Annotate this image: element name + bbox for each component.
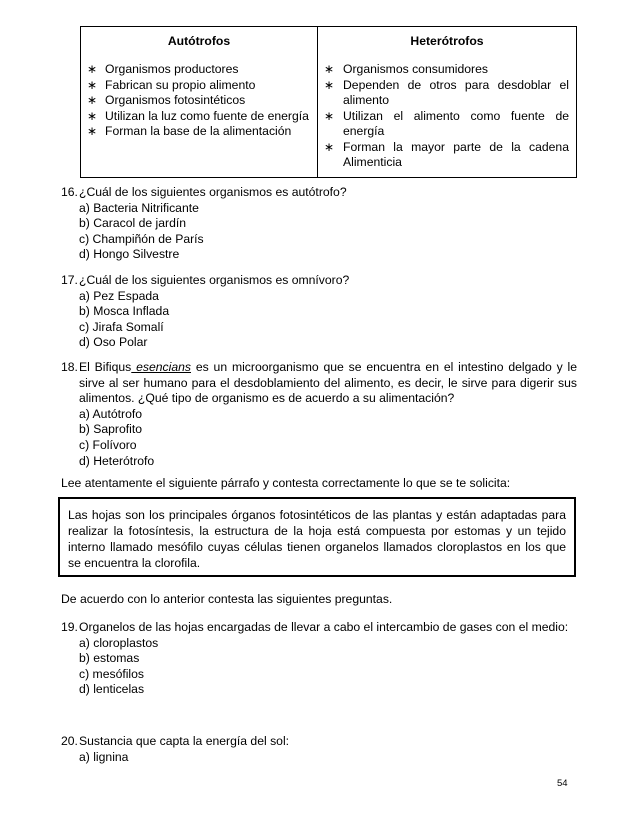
asterisk-bullet-icon: ∗ — [324, 108, 335, 123]
question-20 — [61, 734, 577, 765]
list-item: ∗ Utilizan la luz como fuente de energía — [87, 108, 309, 123]
options-list — [79, 407, 577, 469]
species-name: esencians — [131, 360, 191, 374]
option-d: d) Hongo Silvestre — [79, 247, 180, 262]
option-d: d) Heterótrofo — [79, 453, 155, 468]
question-stem: El Bifiqus esencians es un microorganismo que se encuentra en el intestino delgado y le sirve al ser humano para el desdoblamiento del alimento, es decir, le sirve para digerir sus alimentos. ¿Qué tipo de organismo es de acuerdo a su alimentación? — [79, 360, 578, 406]
question-stem: Organelos de las hojas encargadas de llevar a cabo el intercambio de gases con el medio: — [79, 620, 569, 634]
options-list — [79, 289, 577, 351]
autotrofos-list — [81, 62, 317, 140]
heterotrofos-column — [318, 27, 577, 178]
list-item: ∗ Organismos fotosintéticos — [87, 93, 246, 107]
asterisk-bullet-icon: ∗ — [87, 93, 98, 107]
option-c: c) Folívoro — [79, 437, 137, 452]
options-list — [79, 636, 577, 698]
question-19 — [61, 620, 577, 698]
question-number: 18. — [61, 360, 78, 374]
options-list — [79, 201, 577, 263]
list-item: ∗ Dependen de otros para desdoblar el alimento — [324, 77, 569, 107]
comparison-table — [80, 26, 577, 178]
option-a: a) cloroplastos — [79, 635, 159, 650]
question-18 — [61, 360, 577, 469]
list-item: ∗ Organismos productores — [87, 62, 239, 76]
asterisk-bullet-icon: ∗ — [324, 62, 335, 76]
reading-passage-box: Las hojas son los principales órganos fotosintéticos de las plantas y están adaptadas para realizar la fotosíntesis, la estructura de la hoja está compuesta por estomas y un tejido interno llamado mesófilo cuyas células tienen organelos llamados cloroplastos en los que se encuentra la clorofila. — [58, 497, 576, 577]
option-d: d) Oso Polar — [79, 335, 148, 350]
asterisk-bullet-icon: ∗ — [87, 108, 98, 123]
followup-text: De acuerdo con lo anterior contesta las siguientes preguntas. — [61, 592, 393, 606]
autotrofos-header: Autótrofos — [167, 34, 231, 48]
question-number: 16. — [61, 185, 78, 199]
autotrofos-column — [81, 27, 318, 178]
option-c: c) Champiñón de París — [79, 231, 204, 246]
asterisk-bullet-icon: ∗ — [324, 77, 335, 92]
question-16 — [61, 185, 577, 263]
option-b: b) Caracol de jardín — [79, 216, 187, 231]
heterotrofos-list — [318, 62, 576, 171]
instruction-text: Lee atentamente el siguiente párrafo y contesta correctamente lo que se te solicita: — [61, 476, 511, 490]
question-number: 19. — [61, 620, 78, 634]
asterisk-bullet-icon: ∗ — [87, 124, 98, 138]
heterotrofos-header: Heterótrofos — [410, 34, 484, 48]
list-item: ∗ Organismos consumidores — [324, 62, 488, 76]
list-item: ∗ Forman la base de la alimentación — [87, 124, 292, 138]
option-a: a) lignina — [79, 749, 129, 764]
option-a: a) Pez Espada — [79, 288, 159, 303]
option-b: b) estomas — [79, 651, 140, 666]
option-d: d) lenticelas — [79, 682, 145, 697]
asterisk-bullet-icon: ∗ — [87, 77, 98, 92]
option-c: c) Jirafa Somalí — [79, 319, 164, 334]
question-number: 20. — [61, 734, 78, 748]
question-stem: ¿Cuál de los siguientes organismos es omnívoro? — [79, 273, 350, 287]
question-stem: ¿Cuál de los siguientes organismos es autótrofo? — [79, 185, 347, 199]
list-item: ∗ Forman la mayor parte de la cadena Alimenticia — [324, 139, 569, 169]
option-c: c) mesófilos — [79, 666, 145, 681]
option-a: a) Autótrofo — [79, 406, 143, 421]
question-number: 17. — [61, 273, 78, 287]
option-b: b) Mosca Inflada — [79, 304, 170, 319]
asterisk-bullet-icon: ∗ — [87, 62, 98, 76]
question-stem: Sustancia que capta la energía del sol: — [79, 734, 290, 748]
option-b: b) Saprofito — [79, 422, 143, 437]
page-number: 54 — [557, 778, 568, 789]
options-list — [79, 750, 577, 766]
asterisk-bullet-icon: ∗ — [324, 139, 335, 154]
list-item: ∗ Utilizan el alimento como fuente de energía — [324, 108, 569, 138]
list-item: ∗ Fabrican su propio alimento — [87, 77, 256, 92]
option-a: a) Bacteria Nitrificante — [79, 200, 199, 215]
question-17 — [61, 273, 577, 351]
